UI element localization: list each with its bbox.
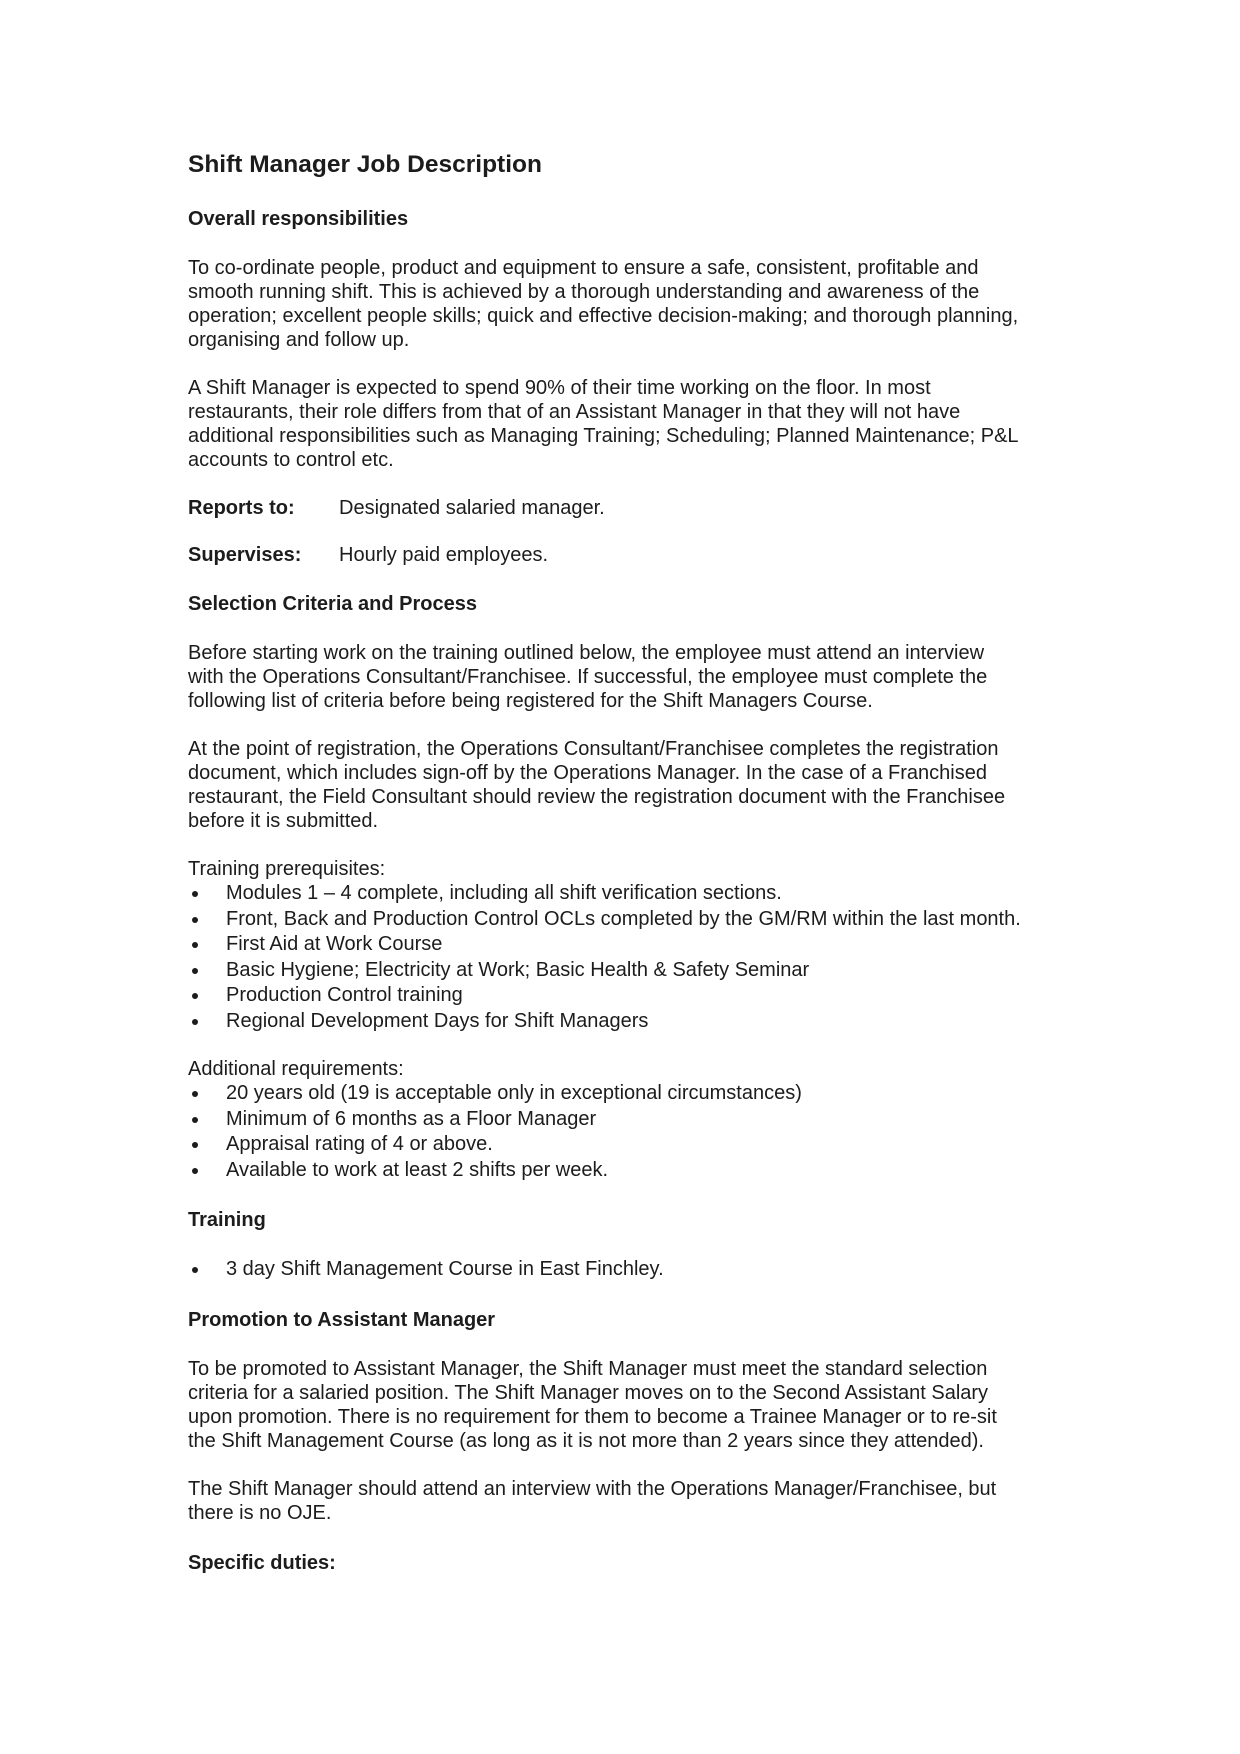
list-item-text: Front, Back and Production Control OCLs completed by the GM/RM within the last month. <box>226 907 1021 930</box>
training-list <box>188 1257 1108 1283</box>
section-heading-promotion: Promotion to Assistant Manager <box>188 1308 496 1331</box>
reports-to-value: Designated salaried manager. <box>339 497 605 519</box>
paragraph-line: the Shift Management Course (as long as it is not more than 2 years since they attended). <box>188 1429 984 1452</box>
paragraph-line: following list of criteria before being registered for the Shift Managers Course. <box>188 690 873 712</box>
list-item <box>188 1009 1108 1035</box>
section-heading-specific-duties: Specific duties: <box>188 1551 336 1574</box>
bullet-icon <box>188 1132 226 1158</box>
paragraph-line: restaurant, the Field Consultant should review the registration document with the Franchisee <box>188 786 1006 808</box>
list-item-text: Minimum of 6 months as a Floor Manager <box>226 1107 597 1130</box>
list-item <box>188 958 1108 984</box>
paragraph-line: smooth running shift. This is achieved by a thorough understanding and awareness of the <box>188 281 980 303</box>
selection-paragraph-1 <box>188 641 1108 713</box>
bullet-icon <box>188 932 226 958</box>
selection-paragraph-2 <box>188 737 1108 833</box>
section-heading-selection: Selection Criteria and Process <box>188 593 478 615</box>
list-item-text: Available to work at least 2 shifts per week. <box>226 1158 609 1181</box>
list-item <box>188 932 1108 958</box>
paragraph-line: accounts to control etc. <box>188 449 394 471</box>
list-item <box>188 1158 1108 1184</box>
promotion-paragraph-2 <box>188 1477 1108 1525</box>
paragraph-line: The Shift Manager should attend an interview with the Operations Manager/Franchisee, but <box>188 1477 997 1500</box>
paragraph-line: At the point of registration, the Operations Consultant/Franchisee completes the registration <box>188 738 999 760</box>
list-item <box>188 1107 1108 1133</box>
bullet-icon <box>188 1081 226 1107</box>
list-item <box>188 881 1108 907</box>
bullet-icon <box>188 1257 226 1283</box>
paragraph-line: criteria for a salaried position. The Shift Manager moves on to the Second Assistant Salary <box>188 1381 989 1404</box>
bullet-icon <box>188 1107 226 1133</box>
list-item-text: Modules 1 – 4 complete, including all shift verification sections. <box>226 882 782 904</box>
list-item-text: Appraisal rating of 4 or above. <box>226 1133 493 1155</box>
list-item-text: 20 years old (19 is acceptable only in exceptional circumstances) <box>226 1082 802 1104</box>
paragraph-line: organising and follow up. <box>188 329 410 351</box>
reports-to-row <box>188 496 1108 520</box>
paragraph-line: Before starting work on the training outlined below, the employee must attend an interview <box>188 642 985 664</box>
list-item <box>188 983 1108 1009</box>
overall-paragraph-2 <box>188 376 1108 472</box>
supervises-value: Hourly paid employees. <box>339 544 548 566</box>
supervises-label: Supervises: <box>188 544 302 566</box>
supervises-row <box>188 543 1108 567</box>
prerequisites-list <box>188 881 1108 1034</box>
section-heading-training: Training <box>188 1209 266 1231</box>
paragraph-line: before it is submitted. <box>188 810 379 832</box>
paragraph-line: with the Operations Consultant/Franchisee. If successful, the employee must complete the <box>188 666 988 688</box>
document-page <box>188 148 1108 1577</box>
paragraph-line: To co-ordinate people, product and equipment to ensure a safe, consistent, profitable and <box>188 257 979 279</box>
list-item-text: Basic Hygiene; Electricity at Work; Basic Health & Safety Seminar <box>226 958 810 981</box>
bullet-icon <box>188 983 226 1009</box>
paragraph-line: restaurants, their role differs from that of an Assistant Manager in that they will not have <box>188 401 961 423</box>
bullet-icon <box>188 881 226 907</box>
paragraph-line: A Shift Manager is expected to spend 90% of their time working on the floor. In most <box>188 377 931 399</box>
list-item <box>188 1081 1108 1107</box>
section-heading-overall: Overall responsibilities <box>188 208 409 230</box>
list-item-text: 3 day Shift Management Course in East Finchley. <box>226 1258 664 1280</box>
additional-requirements-label: Additional requirements: <box>188 1058 404 1080</box>
paragraph-line: upon promotion. There is no requirement for them to become a Trainee Manager or to re-sit <box>188 1405 997 1428</box>
paragraph-line: To be promoted to Assistant Manager, the Shift Manager must meet the standard selection <box>188 1357 988 1380</box>
promotion-paragraph-1 <box>188 1357 1108 1453</box>
list-item <box>188 907 1108 933</box>
page-title: Shift Manager Job Description <box>188 151 542 178</box>
paragraph-line: document, which includes sign-off by the Operations Manager. In the case of a Franchised <box>188 762 987 784</box>
paragraph-line: additional responsibilities such as Managing Training; Scheduling; Planned Maintenance; P&L <box>188 425 1019 447</box>
prerequisites-label: Training prerequisites: <box>188 858 386 880</box>
list-item <box>188 1257 1108 1283</box>
list-item-text: Regional Development Days for Shift Managers <box>226 1009 649 1032</box>
reports-to-label: Reports to: <box>188 497 295 519</box>
overall-paragraph-1 <box>188 256 1108 352</box>
additional-requirements-list <box>188 1081 1108 1183</box>
bullet-icon <box>188 1158 226 1184</box>
bullet-icon <box>188 1009 226 1035</box>
bullet-icon <box>188 958 226 984</box>
bullet-icon <box>188 907 226 933</box>
paragraph-line: there is no OJE. <box>188 1501 332 1524</box>
paragraph-line: operation; excellent people skills; quick and effective decision-making; and thorough planning, <box>188 305 1019 327</box>
list-item-text: First Aid at Work Course <box>226 933 443 955</box>
list-item <box>188 1132 1108 1158</box>
list-item-text: Production Control training <box>226 984 463 1006</box>
